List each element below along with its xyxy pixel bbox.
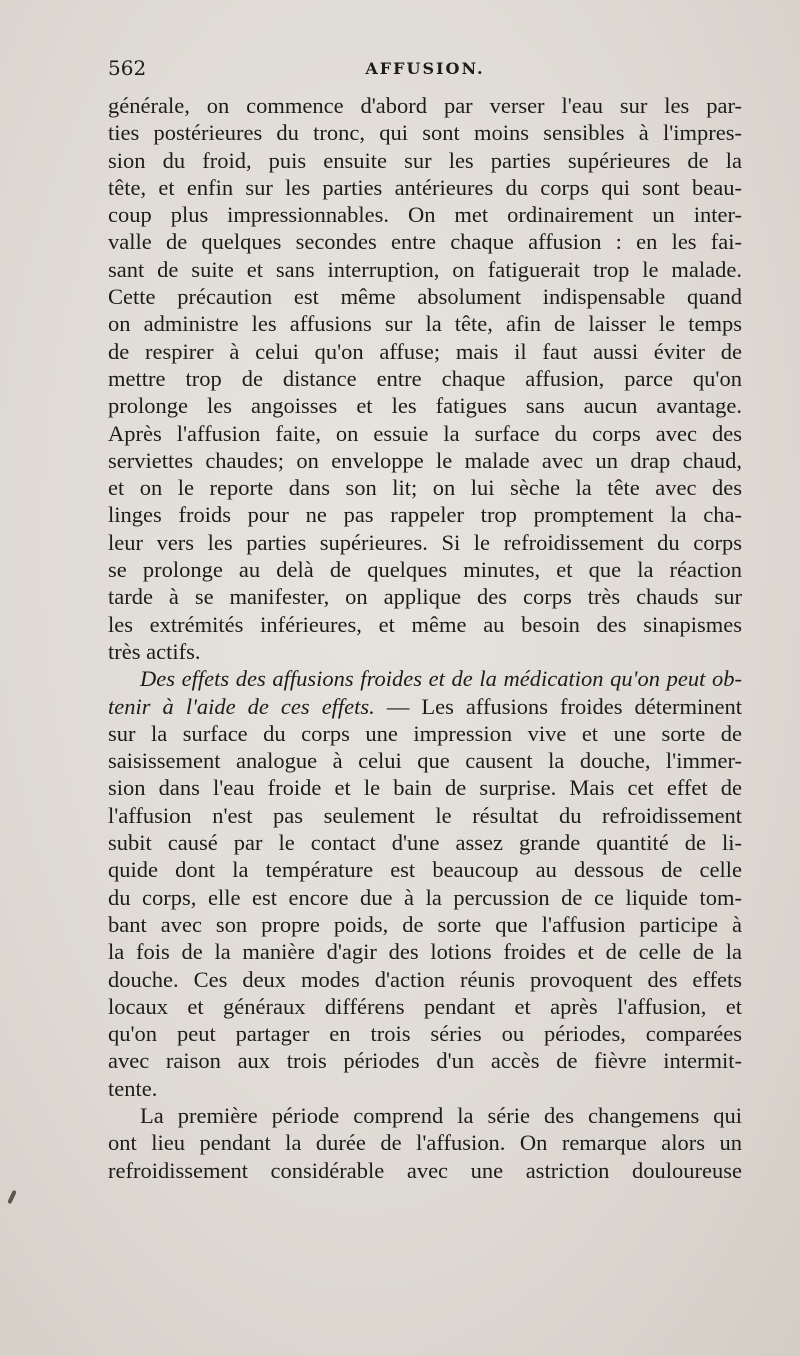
text-line: serviettes chaudes; on enveloppe le malade avec un drap chaud, [108, 447, 742, 473]
text-line: avec raison aux trois périodes d'un accès de fièvre intermit- [108, 1048, 742, 1074]
text-line: l'affusion n'est pas seulement le résultat du refroidissement [108, 802, 742, 828]
text-line: sion dans l'eau froide et le bain de surprise. Mais cet effet de [108, 775, 742, 801]
text-line: prolonge les angoisses et les fatigues sans aucun avantage. [108, 393, 742, 419]
body-text [108, 92, 742, 1184]
text-line: très actifs. [108, 638, 201, 664]
text-line: bant avec son propre poids, de sorte que l'affusion participe à [108, 911, 742, 937]
text-line: sant de suite et sans interruption, on fatiguerait trop le malade. [108, 256, 742, 282]
text-line: refroidissement considérable avec une astriction douloureuse [108, 1157, 742, 1183]
text-line: qu'on peut partager en trois séries ou périodes, comparées [108, 1021, 742, 1047]
text-line: la fois de la manière d'agir des lotions froides et de celle de la [108, 939, 742, 965]
text-line: du corps, elle est encore due à la percussion de ce liquide tom- [108, 884, 742, 910]
paragraph-3 [108, 1102, 742, 1184]
text-line: linges froids pour ne pas rappeler trop promptement la cha- [108, 502, 742, 528]
text-run: — Les affusions froides déterminent [374, 693, 742, 719]
paragraph-2 [108, 665, 742, 1102]
text-line [108, 693, 742, 720]
text-line: valle de quelques secondes entre chaque affusion : en les fai- [108, 229, 742, 255]
text-line: Après l'affusion faite, on essuie la surface du corps avec des [108, 420, 742, 446]
running-title: AFFUSION. [365, 59, 485, 78]
text-line: tente. [108, 1075, 158, 1101]
text-line: générale, on commence d'abord par verser l'eau sur les par- [108, 93, 742, 118]
text-line: et on le reporte dans son lit; on lui sèche la tête avec des [108, 475, 742, 501]
text-line: saisissement analogue à celui que causent la douche, l'immer- [108, 748, 742, 774]
text-line: ont lieu pendant la durée de l'affusion. On remarque alors un [108, 1130, 742, 1156]
text-line: locaux et généraux différens pendant et après l'affusion, et [108, 993, 742, 1019]
page-header [108, 56, 742, 86]
text-line: sion du froid, puis ensuite sur les parties supérieures de la [108, 147, 742, 173]
text-line: douche. Ces deux modes d'action réunis provoquent des effets [108, 966, 742, 992]
text-line: leur vers les parties supérieures. Si le refroidissement du corps [108, 529, 742, 555]
ink-speck [7, 1190, 17, 1204]
text-line: de respirer à celui qu'on affuse; mais il faut aussi éviter de [108, 338, 742, 364]
text-line: quide dont la température est beaucoup au dessous de celle [108, 857, 742, 883]
text-line: Cette précaution est même absolument indispensable quand [108, 284, 742, 310]
text-line: subit causé par le contact d'une assez grande quantité de li- [108, 830, 742, 856]
text-line: coup plus impressionnables. On met ordinairement un inter- [108, 202, 742, 228]
paragraph-1 [108, 92, 742, 665]
text-line: on administre les affusions sur la tête, afin de laisser le temps [108, 311, 742, 337]
section-heading-end: tenir à l'aide de ces effets. [108, 693, 375, 719]
text-line: tête, et enfin sur les parties antérieures du corps qui sont beau- [108, 174, 742, 200]
text-line: sur la surface du corps une impression vive et une sorte de [108, 720, 742, 746]
text-line: les extrémités inférieures, et même au besoin des sinapismes [108, 611, 742, 637]
text-line: tarde à se manifester, on applique des corps très chauds sur [108, 584, 742, 610]
text-line: ties postérieures du tronc, qui sont moins sensibles à l'impres- [108, 120, 742, 146]
text-line: La première période comprend la série des changemens qui [140, 1102, 742, 1128]
text-line: se prolonge au delà de quelques minutes, et que la réaction [108, 557, 742, 583]
section-heading-line: Des effets des affusions froides et de la médication qu'on peut ob- [140, 666, 742, 692]
text-line: mettre trop de distance entre chaque affusion, parce qu'on [108, 365, 742, 391]
page-number: 562 [108, 56, 147, 80]
